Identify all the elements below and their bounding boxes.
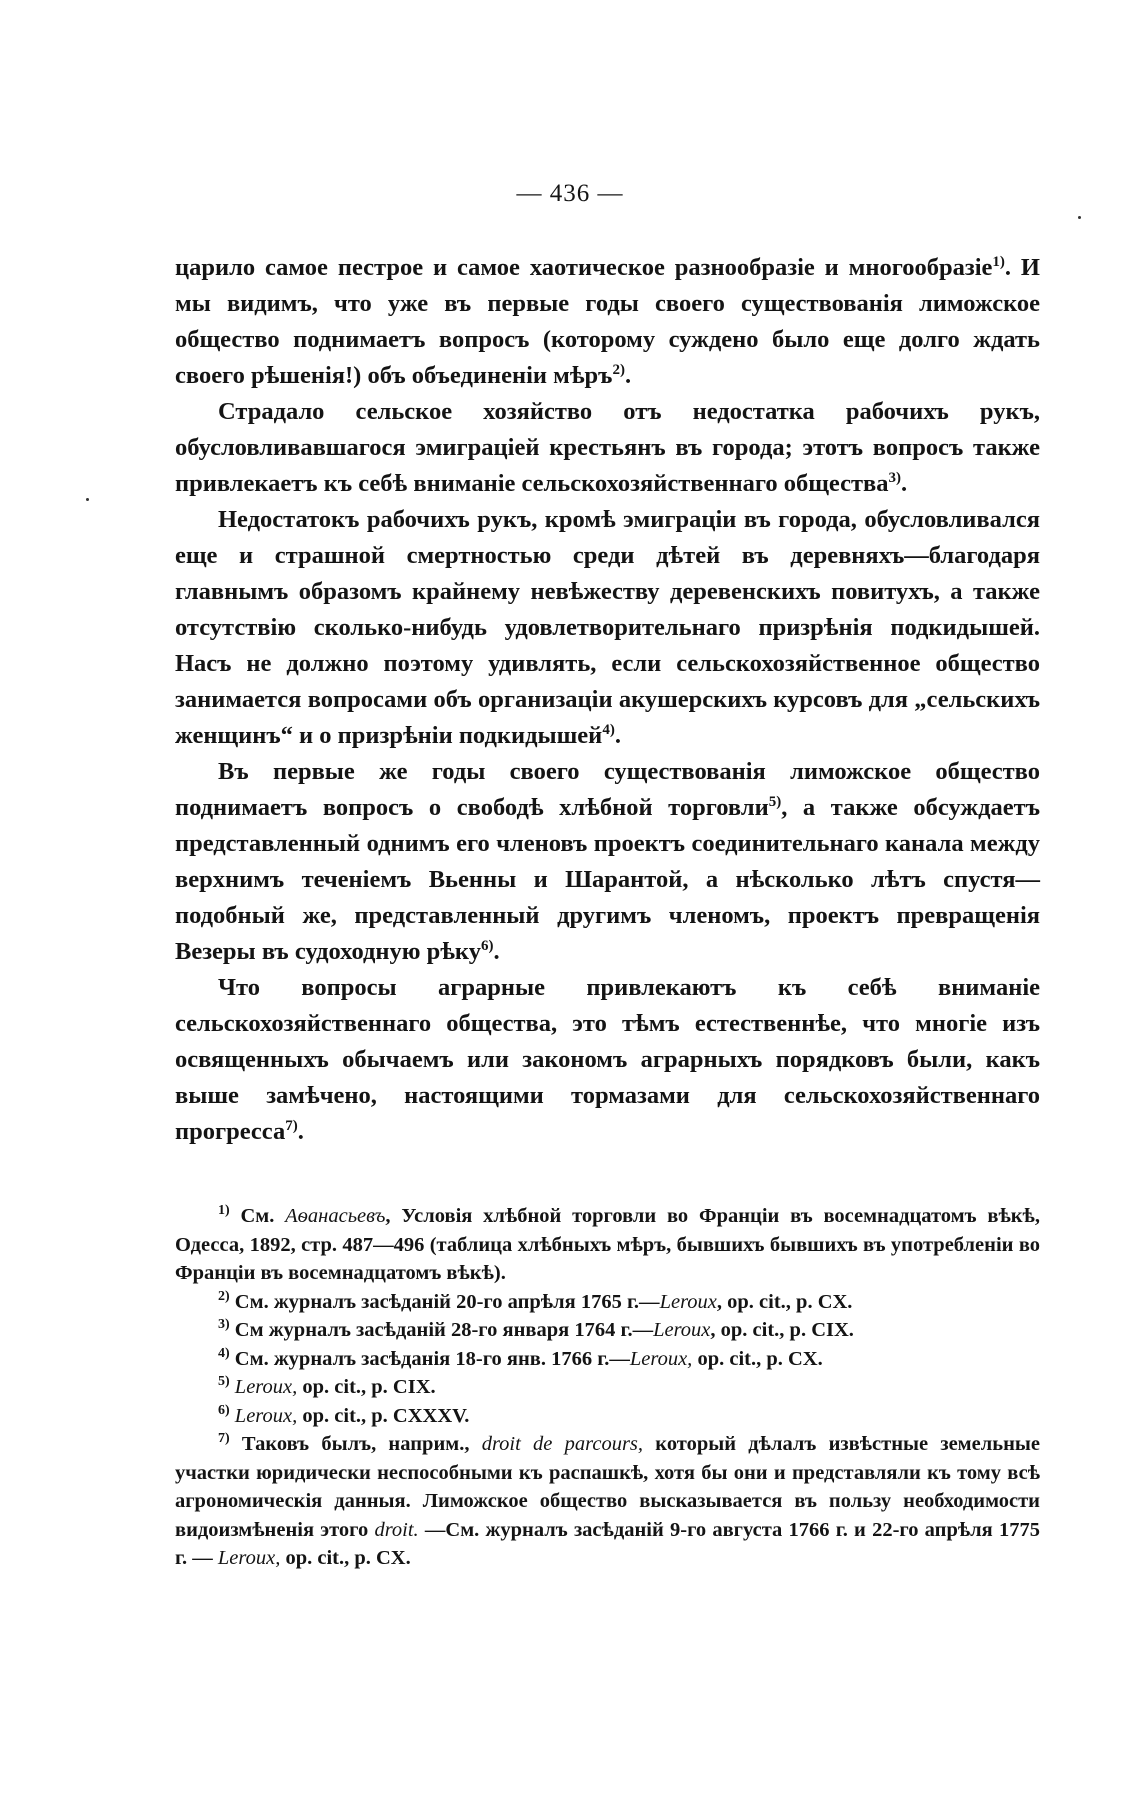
footnote: $^{2)}$ См. журналъ засѣданій 20-го апрѣля 1765 г.—Leroux, op. cit., p. CX. <box>218 1288 853 1313</box>
footnote-number: 7) <box>218 1431 230 1447</box>
footnote-ref: 4) <box>602 721 615 738</box>
footnote-ref: 6) <box>480 937 494 954</box>
footnote: $^{3)}$ См журналъ засѣданій 28-го января 1764 г.—Leroux, op. cit., p. CIX. <box>218 1317 854 1341</box>
footnote-number: 2) <box>218 1288 230 1304</box>
footnote-number: 4) <box>218 1345 230 1361</box>
footnote-ref: 5) <box>768 793 782 810</box>
paragraph: Въ первые же годы своего существованія лиможское общество поднимаетъ вопросъ о свободѣ хлѣбной торговли$^{5)}$, а также обсуждаетъ представленный однимъ его членовъ проектъ соединительнаго канала между верхнимъ теченіемъ Вьенны и Шарантой, а нѣсколько лѣтъ спустя—подобный же, представленный другимъ членомъ, проектъ превращенія Везеры въ судоходную рѣку$^{6)}$. <box>175 758 1040 965</box>
footnote-number: 1) <box>218 1203 230 1219</box>
footnote-ref: 1) <box>992 253 1005 270</box>
margin-mark <box>86 498 89 501</box>
footnote-number: 6) <box>218 1402 230 1418</box>
body-text <box>175 250 1040 1150</box>
footnote: $^{5)}$ Leroux, op. cit., p. CIX. <box>218 1374 436 1398</box>
paragraph: Страдало сельское хозяйство отъ недостатка рабочихъ рукъ, обусловливавшагося эмиграціей крестьянъ въ города; этотъ вопросъ также привлекаетъ къ себѣ вниманіе сельскохозяйственнаго общества$^{3)}$. <box>175 398 1040 497</box>
paragraph: царило самое пестрое и самое хаотическое разнообразіе и многообразіе$^{1)}$. И мы видимъ, что уже въ первые годы своего существованія лиможское общество поднимаетъ вопросъ (которому суждено было еще долго ждать своего рѣшенія!) объ объединеніи мѣръ$^{2)}$. <box>175 253 1040 389</box>
footnote: $^{1)}$ См. Аѳанасьевъ, Условія хлѣбной торговли во Франціи въ восемнадцатомъ вѣкѣ, Одесса, 1892, стр. 487—496 (таблица хлѣбныхъ мѣръ, бывшихъ бывшихъ въ употребленіи во Франціи въ восемнадцатомъ вѣкѣ). <box>175 1203 1040 1284</box>
footnote-number: 5) <box>218 1374 230 1390</box>
footnote: $^{6)}$ Leroux, op. cit., p. CXXXV. <box>218 1402 470 1427</box>
footnote-number: 3) <box>218 1317 230 1333</box>
footnote-ref: 2) <box>612 361 625 378</box>
footnotes <box>175 1202 1040 1573</box>
footnote: $^{4)}$ См. журналъ засѣданія 18-го янв. 1766 г.—Leroux, op. cit., p. CX. <box>218 1345 823 1370</box>
margin-mark <box>1078 216 1081 219</box>
page-number: — 436 — <box>516 180 624 207</box>
footnote: $^{7)}$ Таковъ былъ, наприм., droit de parcours, который дѣлалъ извѣстные земельные участки юридически неспособными къ распашкѣ, хотя бы они и представляли къ тому всѣ агрономическія данныя. Лиможское общество высказывается въ пользу необходимости видоизмѣненія этого droit. —См. журналъ засѣданій 9-го августа 1766 г. и 22-го апрѣля 1775 г. — Leroux, op. cit., p. CX. <box>175 1431 1041 1569</box>
footnote-ref: 7) <box>285 1117 298 1134</box>
paragraph: Что вопросы аграрные привлекаютъ къ себѣ вниманіе сельскохозяйственнаго общества, это тѣмъ естественнѣе, что многіе изъ освященныхъ обычаемъ или закономъ аграрныхъ порядковъ были, какъ выше замѣчено, настоящими тормазами для сельскохозяйственнаго прогресса$^{7)}$. <box>175 974 1040 1145</box>
footnote-ref: 3) <box>888 469 901 486</box>
paragraph: Недостатокъ рабочихъ рукъ, кромѣ эмиграціи въ города, обусловливался еще и страшной смертностью среди дѣтей въ деревняхъ—благодаря главнымъ образомъ крайнему невѣжеству деревенскихъ повитухъ, а также отсутствію сколько-нибудь удовлетворительнаго призрѣнія подкидышей. Насъ не должно поэтому удивлять, если сельскохозяйственное общество занимается вопросами объ организаціи акушерскихъ курсовъ для „сельскихъ женщинъ“ и о призрѣніи подкидышей$^{4)}$. <box>175 506 1040 749</box>
